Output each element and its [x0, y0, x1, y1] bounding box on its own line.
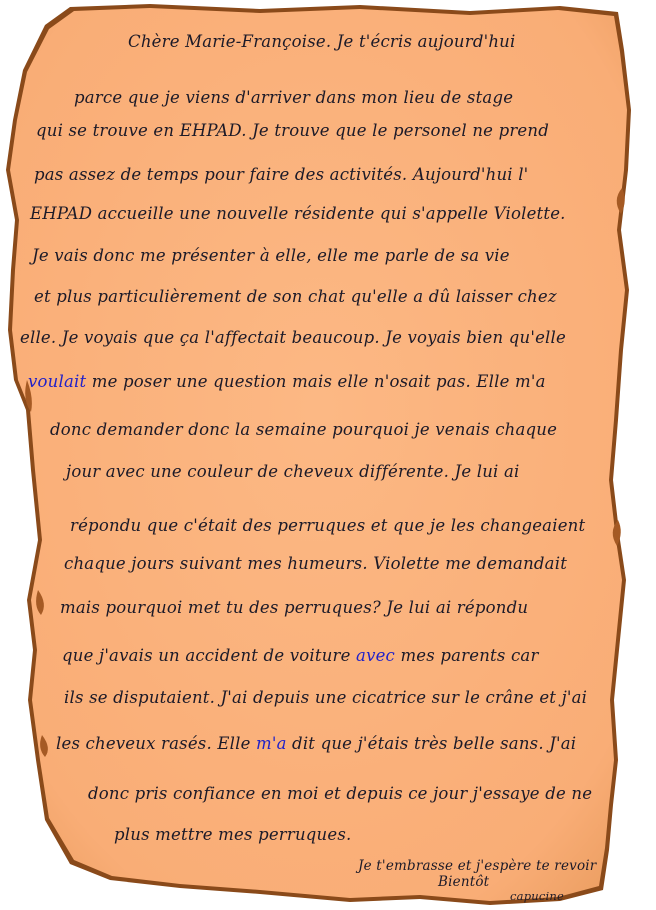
letter-line-1: Chère Marie-Françoise. Je t'écris aujourd'hui [128, 32, 516, 51]
letter-line-13: chaque jours suivant mes humeurs. Violette me demandait [64, 554, 568, 573]
letter-line-8: elle. Je voyais que ça l'affectait beaucoup. Je voyais bien qu'elle [20, 328, 566, 347]
letter-line-18: donc pris confiance en moi et depuis ce jour j'essaye de ne [88, 784, 593, 803]
letter-line-10: donc demander donc la semaine pourquoi je venais chaque [50, 420, 558, 439]
letter-line-9-rest: me poser une question mais elle n'osait pas. Elle m'a [91, 372, 546, 391]
correction-word-ma: m'a [255, 734, 287, 753]
letter-line-2: parce que je viens d'arriver dans mon lieu de stage [74, 88, 514, 107]
letter-line-17 [56, 734, 576, 753]
signoff-line-1: Je t'embrasse et j'espère te revoir [358, 858, 597, 874]
letter-line-3: qui se trouve en EHPAD. Je trouve que le personel ne prend [36, 121, 549, 140]
paper-surface [10, 8, 627, 901]
letter-line-9 [28, 372, 546, 391]
correction-word-avec: avec [356, 646, 395, 665]
signoff-line-2: Bientôt [438, 874, 490, 890]
letter-line-19: plus mettre mes perruques. [114, 825, 352, 844]
letter-line-15 [62, 646, 539, 665]
letter-line-15-end: mes parents car [395, 646, 539, 665]
signature: capucine [510, 889, 564, 903]
letter-line-5: EHPAD accueille une nouvelle résidente qui s'appelle Violette. [30, 204, 566, 223]
letter-line-11: jour avec une couleur de cheveux différente. Je lui ai [66, 462, 520, 481]
letter-line-6: Je vais donc me présenter à elle, elle me parle de sa vie [32, 246, 510, 265]
letter-line-14: mais pourquoi met tu des perruques? Je lui ai répondu [60, 598, 529, 617]
letter-line-16: ils se disputaient. J'ai depuis une cicatrice sur le crâne et j'ai [64, 688, 588, 707]
correction-word-voulait: voulait [28, 372, 87, 391]
letter-line-4: pas assez de temps pour faire des activités. Aujourd'hui l' [34, 165, 529, 184]
letter-line-12: répondu que c'était des perruques et que je les changeaient [70, 516, 586, 535]
letter-line-15-start: que j'avais un accident de voiture [62, 646, 357, 665]
letter-line-17-start: les cheveux rasés. Elle [56, 734, 256, 753]
letter-line-17-end: dit que j'étais très belle sans. J'ai [286, 734, 577, 753]
letter-line-7: et plus particulièrement de son chat qu'elle a dû laisser chez [34, 287, 557, 306]
